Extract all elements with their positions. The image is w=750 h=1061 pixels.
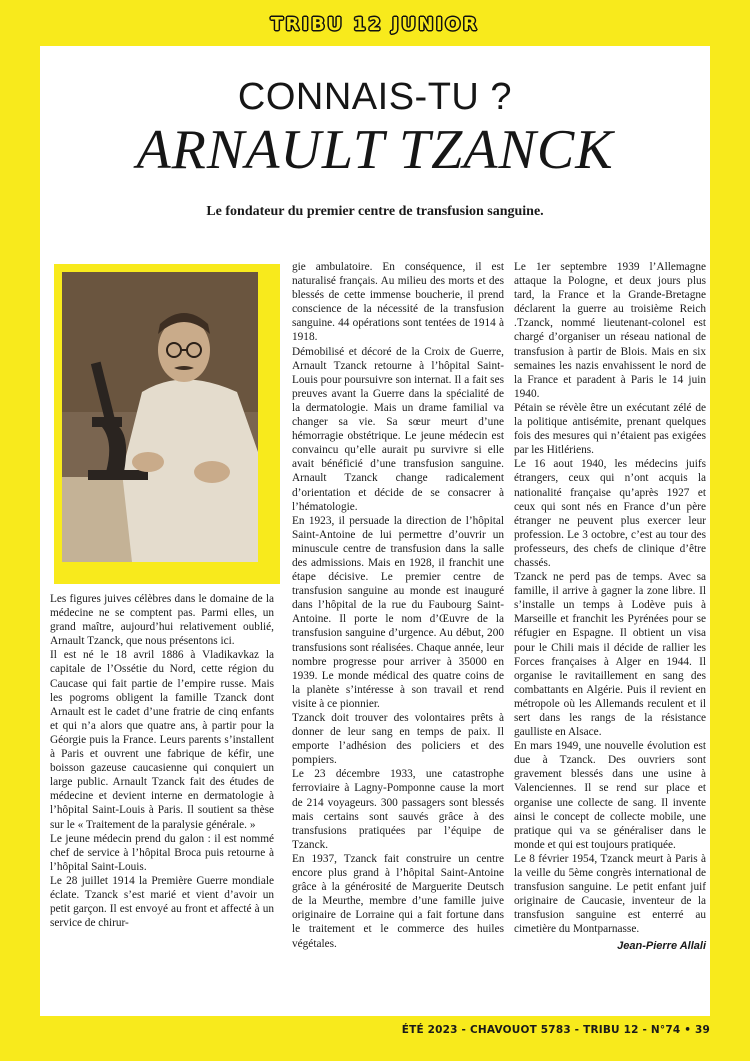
paragraph: Le 16 aout 1940, les médecins juifs étrangers, ceux qui n’ont acquis la nationalité française qu’après 1927 et ceux qui sont nés en France d’un père étranger ne peuvent plus exercer leur profession. Le 3 octobre, c’est au tour des professeurs, des chefs de clinique d’être chassés. — [514, 458, 706, 569]
article-page — [40, 46, 710, 1016]
paragraph: Les figures juives célèbres dans le domaine de la médecine ne se comptent pas. Parmi elles, un grand maître, aujourd’hui relativement oublié, Arnault Tzanck, que nous présentons ici. — [50, 593, 274, 648]
paragraph: Le 23 décembre 1933, une catastrophe ferroviaire à Lagny-Pomponne cause la mort de 214 voyageurs. 300 passagers sont blessés mais certains sont sauvés grâce à des transfusions pratiquées par l’équipe de Tzanck. — [292, 768, 504, 851]
photo-frame — [54, 264, 280, 584]
article-subtitle: Le fondateur du premier centre de transfusion sanguine. — [206, 204, 544, 219]
headline-line-1: CONNAIS-TU ? — [237, 76, 513, 118]
paragraph: Tzanck doit trouver des volontaires prêts à donner de leur sang en temps de paix. Il emporte l’adhésion des policiers et des pompiers. — [292, 712, 504, 767]
article-column-2 — [292, 260, 504, 951]
paragraph: Le 8 février 1954, Tzanck meurt à Paris à la veille du 5ème congrès international de transfusion sanguine. Le petit enfant juif originaire de Caucasie, inventeur de la transfusion sanguine est enterré au cimetière du Montparnasse. — [514, 852, 706, 936]
paragraph: Le 1er septembre 1939 l’Allemagne attaque la Pologne, et deux jours plus tard, la France et la Grande-Bretagne déclarent la guerre au troisième Reich .Tzanck, nommé lieutenant-colonel est chargé d’organiser un réseau national de transfusion à partir de Blois. Mais en six semaines les nazis envahissent le nord de la France et paradent à Paris le 14 juin 1940. — [514, 261, 706, 400]
author-signature: Jean-Pierre Allali — [617, 939, 706, 952]
portrait-illustration — [62, 272, 258, 562]
paragraph: Pétain se révèle être un exécutant zélé de la politique antisémite, prenant quelques fois des mesures qui n’étaient pas exigées par les Hitlériens. — [514, 401, 706, 457]
paragraph: En mars 1949, une nouvelle évolution est due à Tzanck. Des ouvriers sont gravement blessés dans une usine à Valenciennes. Il se rend sur place et organise une collecte de sang. Il invente ainsi le concept de collecte mobile, une pratique qui va se généraliser dans le monde et qui est toujours pratiquée. — [514, 740, 706, 851]
headline-line-2: ARNAULT TZANCK — [136, 119, 614, 181]
paragraph: Démobilisé et décoré de la Croix de Guerre, Arnault Tzanck retourne à l’hôpital Saint-Louis pour poursuivre son internat. Il a fait ses preuves avant la Guerre dans la spécialité de la dermatologie. Mais un drame familial va changer sa vie. Sa sœur meurt d’une hémorragie obstétrique. Le jeune médecin est convaincu qu’elle aurait pu survivre si elle avait bénéficié d’une transfusion sanguine. Arnault Tzanck change radicalement d’orientation et décide de se consacrer à l’hématologie. — [292, 345, 504, 513]
paragraph: Le 28 juillet 1914 la Première Guerre mondiale éclate. Tzanck s’est marié et vient d’avoir un petit garçon. Il est envoyé au front et affecté à un service de chirur- — [50, 874, 274, 930]
paragraph: En 1937, Tzanck fait construire un centre encore plus grand à l’hôpital Saint-Antoine grâce à la générosité de Marguerite Deutsch de la Meurthe, membre d’une famille juive originaire de Lorraine qui a fait fortune dans le traitement et le commerce des huiles végétales. — [292, 852, 504, 950]
paragraph: Il est né le 18 avril 1886 à Vladikavkaz la capitale de l’Ossétie du Nord, cette région du Caucase qui fait partie de l’empire russe. Mais les pogroms obligent la famille Tzanck dont Arnault est le cadet d’une fratrie de cinq enfants et qui n’a alors que quatre ans, à partir pour la Géorgie puis la France. Leurs parents s’installent à Paris et ouvrent une fabrique de kéfir, une boisson gazeuse caucasienne qui conquiert un large public. Arnault Tzanck fait des études de médecine et devient interne en dermatologie à l’hôpital Saint-Louis à Paris. Il soutient sa thèse sur le « Traitement de la paralysie générale. » — [50, 649, 274, 831]
paragraph: gie ambulatoire. En conséquence, il est naturalisé français. Au milieu des morts et des blessés de cette immense boucherie, il prend conscience de la nécessité de la transfusion sanguine. 44 opérations sont tentées de 1914 à 1918. — [292, 261, 504, 344]
article-column-1 — [50, 592, 274, 930]
page-footer: ÉTÉ 2023 - CHAVOUOT 5783 - TRIBU 12 - N°74 • 39 — [401, 1024, 710, 1036]
paragraph: Le jeune médecin prend du galon : il est nommé chef de service à l’hôpital Broca puis retourne à l’hôpital Saint-Louis. — [50, 832, 274, 873]
magazine-masthead: TRIBU 12 JUNIOR — [270, 14, 480, 35]
article-column-3 — [514, 260, 706, 953]
paragraph: En 1923, il persuade la direction de l’hôpital Saint-Antoine de lui permettre d’ouvrir un minuscule centre de transfusion dans la salle des admissions. Mais en 1928, il franchit une étape décisive. Le premier centre de transfusion sanguine au monde est inauguré dans l’hôpital de la rue du Faubourg Saint-Antoine. Il porte le nom d’Œuvre de la transfusion sanguine d’urgence. Au début, 200 transfusions sont réalisées. Chaque année, leur nombre progresse pour arriver à 35000 en 1939. Le monde médical des quatre coins de la planète s’intéresse à son travail et rend visite à ce pionnier. — [292, 514, 504, 710]
portrait-photo — [62, 272, 258, 562]
paragraph: Tzanck ne perd pas de temps. Avec sa famille, il arrive à gagner la zone libre. Il s’installe un temps à Lodève puis à Marseille et franchit les Pyrénées pour se réfugier en Espagne. Il obtient un visa pour le Chili mais il décide de rallier les Forces françaises à Alger en 1944. Il organise le ravitaillement en sang des combattants en Algérie. Puis il revient en métropole où les Allemands reculent et il sert dans les rangs de la résistance gaulliste en Alsace. — [514, 571, 706, 739]
